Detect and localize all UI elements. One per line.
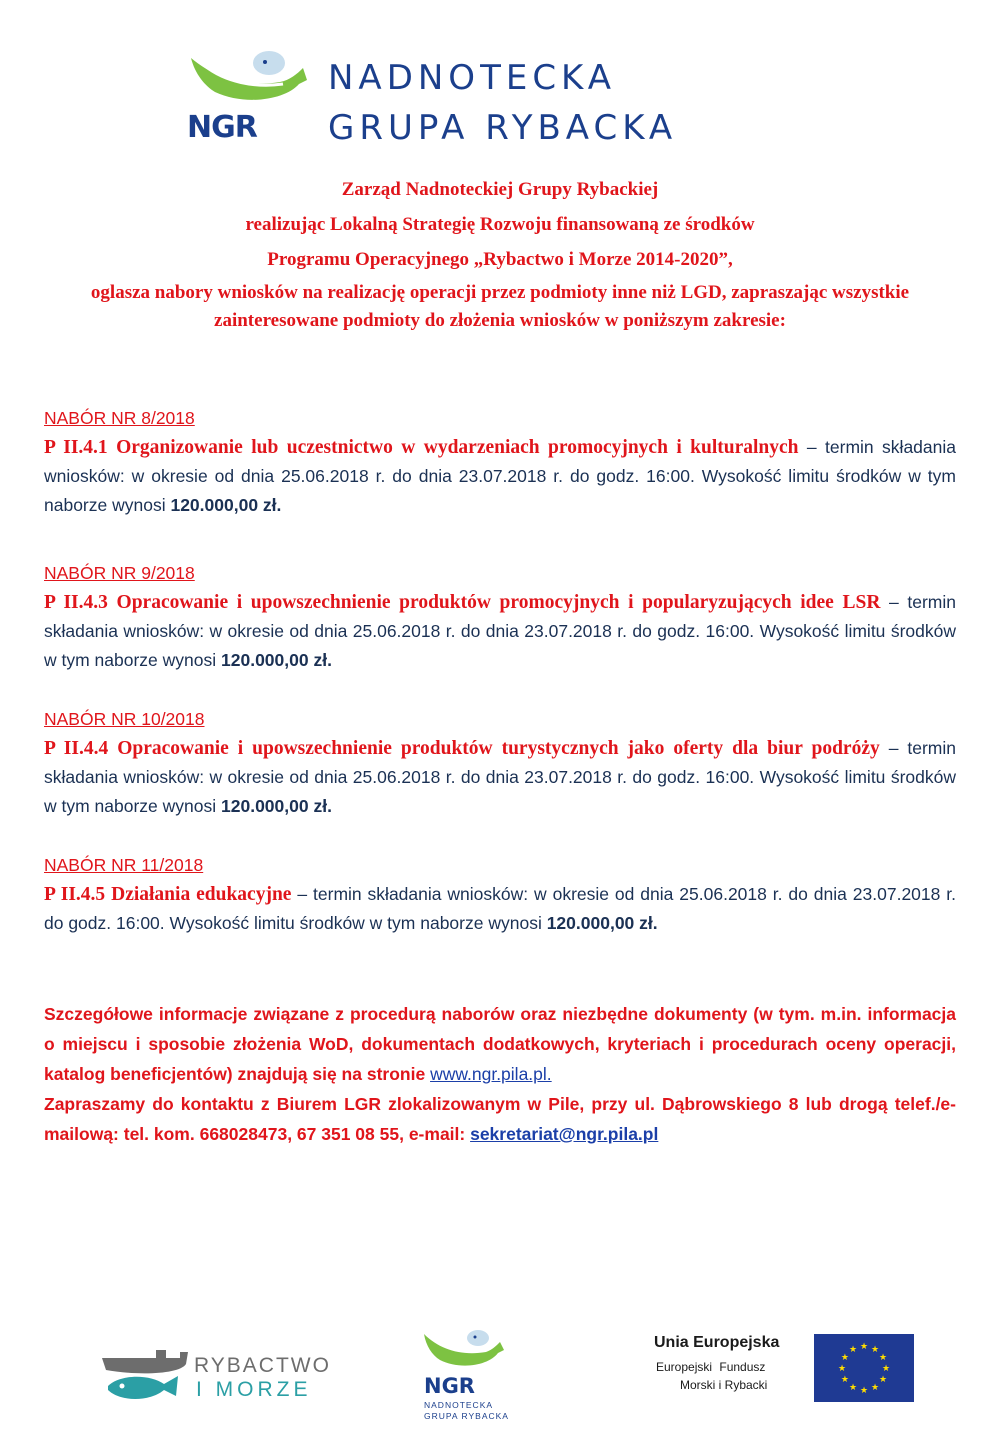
call-number: NABÓR NR 11/2018 (44, 855, 204, 875)
eu-star-icon: ★ (848, 1382, 858, 1393)
footer-ngr-line1: NADNOTECKA (424, 1400, 494, 1410)
call-details: – termin składania wniosków: w okresie od dnia 25.06.2018 r. do dnia 23.07.2018 r. do godz. 16:00. Wysokość limitu środków w tym naborze wynosi (44, 437, 956, 515)
call-details: – termin składania wniosków: w okresie od dnia 25.06.2018 r. do dnia 23.07.2018 r. do godz. 16:00. Wysokość limitu środków w tym naborze wynosi (44, 884, 957, 933)
call-amount: 120.000,00 zł. (170, 495, 282, 515)
rim-line1: RYBACTWO (194, 1354, 331, 1377)
info-details-text: Szczegółowe informacje związane z procedurą naborów oraz niezbędne dokumenty (w tym. m.in. informacja o miejscu i sposobie złożenia WoD, dokumentach dodatkowych, kryteriach i procedurach oceny operacji, katalog beneficjentów) znajdują się na stronie (44, 1004, 956, 1084)
call-number: NABÓR NR 9/2018 (44, 563, 195, 583)
call-amount: 120.000,00 zł. (221, 796, 332, 816)
intro-announcement: oglasza nabory wniosków na realizację operacji przez podmioty inne niż LGD, zapraszając wszystkie zainteresowane podmioty do złożenia wniosków w poniższym zakresie: (90, 282, 910, 331)
call-action: P II.4.3 Opracowanie i upowszechnienie produktów promocyjnych i popularyzujących idee LSR (44, 592, 881, 613)
brand-name-line1: NADNOTECKA (328, 58, 617, 98)
footer-ngr-logo (420, 1328, 520, 1422)
fish-icon (185, 48, 315, 118)
website-link[interactable]: www.ngr.pila.pl. (430, 1064, 552, 1084)
intro-line3: Programu Operacyjnego „Rybactwo i Morze 2014-2020”, (267, 249, 733, 270)
call-details: – termin składania wniosków: w okresie od dnia 25.06.2018 r. do dnia 23.07.2018 r. do godz. 16:00. Wysokość limitu środków w tym naborze wynosi (44, 738, 957, 816)
intro-line2: realizując Lokalną Strategię Rozwoju finansowaną ze środków (245, 214, 755, 235)
call-details: – termin składania wniosków: w okresie od dnia 25.06.2018 r. do dnia 23.07.2018 r. do godz. 16:00. Wysokość limitu środków w tym naborze wynosi (44, 592, 956, 670)
call-number: NABÓR NR 8/2018 (44, 408, 195, 428)
brand-name-line2: GRUPA RYBACKA (328, 108, 678, 148)
call-text (44, 734, 956, 821)
contact-text: Zapraszamy do kontaktu z Biurem LGR zlokalizowanym w Pile, przy ul. Dąbrowskiego 8 lub drogą telef./e-mailową: tel. kom. 668028473, 67 351 08 55, e-mail: (44, 1094, 956, 1144)
call-number: NABÓR NR 10/2018 (44, 709, 205, 729)
eu-star-icon: ★ (881, 1363, 891, 1373)
rybactwo-i-morze-logo (100, 1348, 331, 1408)
eu-title: Unia Europejska (654, 1334, 780, 1351)
info-details (44, 999, 956, 1089)
eu-star-icon: ★ (859, 1385, 869, 1395)
call-section (44, 851, 956, 938)
eu-fund-line1: Europejski Fundusz (656, 1360, 766, 1374)
fish-icon (420, 1328, 510, 1378)
call-action: P II.4.4 Opracowanie i upowszechnienie produktów turystycznych jako oferty dla biur podróży (44, 738, 880, 759)
header-logo-abbr: NGR (187, 110, 257, 145)
intro-line1: Zarząd Nadnoteckiej Grupy Rybackiej (341, 179, 659, 200)
call-action: P II.4.1 Organizowanie lub uczestnictwo w wydarzeniach promocyjnych i kulturalnych (44, 437, 799, 458)
eu-star-icon: ★ (879, 1352, 888, 1362)
eu-star-icon: ★ (870, 1343, 880, 1354)
call-section (44, 705, 956, 821)
header-logo (185, 48, 745, 158)
call-action: P II.4.5 Działania edukacyjne (44, 884, 292, 905)
eu-star-icon: ★ (879, 1374, 888, 1384)
eu-star-icon: ★ (870, 1382, 880, 1393)
eu-star-icon: ★ (837, 1363, 847, 1373)
footer-ngr-line2: GRUPA RYBACKA (424, 1411, 509, 1421)
email-link[interactable]: sekretariat@ngr.pila.pl (470, 1124, 659, 1144)
call-text (44, 880, 956, 938)
eu-fund-line2: Morski i Rybacki (680, 1378, 768, 1392)
eu-logo (650, 1334, 920, 1404)
footer-ngr-abbr: NGR (424, 1374, 475, 1398)
eu-star-icon: ★ (840, 1352, 849, 1362)
eu-star-icon: ★ (859, 1341, 869, 1351)
info-section (44, 999, 956, 1149)
call-amount: 120.000,00 zł. (546, 913, 658, 933)
rim-line2: I MORZE (196, 1378, 312, 1401)
call-text (44, 433, 956, 520)
boat-fish-icon (100, 1348, 190, 1408)
eu-star-icon: ★ (848, 1343, 858, 1354)
call-section (44, 559, 956, 675)
eu-flag-icon (814, 1334, 914, 1402)
call-amount: 120.000,00 zł. (221, 650, 332, 670)
eu-star-icon: ★ (840, 1374, 849, 1384)
call-text (44, 588, 956, 675)
intro (44, 172, 956, 335)
contact-info (44, 1089, 956, 1149)
call-section (44, 404, 956, 520)
